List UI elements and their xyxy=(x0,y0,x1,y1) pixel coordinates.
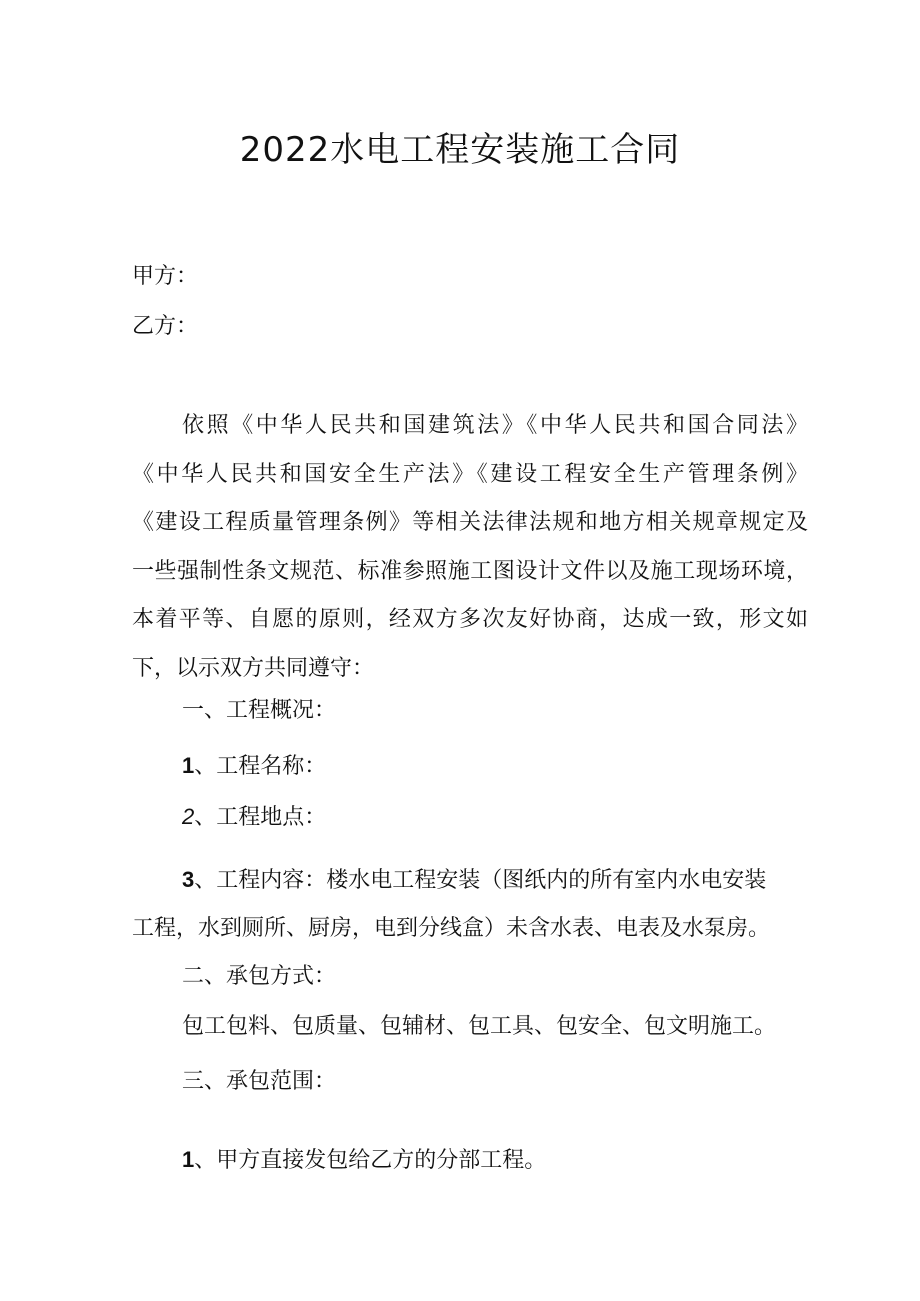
item-text: 、工程内容：楼水电工程安装（图纸内的所有室内水电安装 xyxy=(194,868,767,893)
item-text: 、工程名称： xyxy=(194,754,327,779)
section-3-heading: 三、承包范围： xyxy=(182,1069,337,1094)
section-2-heading: 二、承包方式： xyxy=(182,964,337,989)
party-a-label: 甲方： xyxy=(132,264,199,289)
preamble-line: 《中华人民共和国安全生产法》《建设工程安全生产管理条例》 xyxy=(132,461,808,487)
section-2-text: 包工包料、包质量、包辅材、包工具、包安全、包文明施工。 xyxy=(182,1014,777,1039)
item-text: 、工程地点： xyxy=(194,805,327,830)
document-title: 2022水电工程安装施工合同 xyxy=(239,130,681,170)
item-2-project-location xyxy=(182,802,326,833)
item-3-project-content xyxy=(182,865,766,896)
preamble-line: 下，以示双方共同遵守： xyxy=(132,655,375,681)
section-1-heading: 一、工程概况： xyxy=(182,698,337,723)
item-number: 1 xyxy=(182,753,195,778)
preamble-line: 依照《中华人民共和国建筑法》《中华人民共和国合同法》 xyxy=(182,413,808,438)
preamble-paragraph xyxy=(132,402,808,694)
party-b-label: 乙方： xyxy=(132,314,199,339)
preamble-line: 本着平等、自愿的原则，经双方多次友好协商，达成一致，形文如 xyxy=(132,607,808,633)
item-number: 3 xyxy=(182,867,195,892)
item-1-project-name xyxy=(182,751,326,782)
item-text: 、甲方直接发包给乙方的分部工程。 xyxy=(194,1148,547,1173)
item-number: 1 xyxy=(182,1147,195,1172)
item-number: 2 xyxy=(182,804,195,829)
item-3-continuation: 工程，水到厕所、厨房，电到分线盒）未含水表、电表及水泵房。 xyxy=(132,916,771,941)
preamble-line: 一些强制性条文规范、标准参照施工图设计文件以及施工现场环境， xyxy=(132,558,808,584)
preamble-line: 《建设工程质量管理条例》等相关法律法规和地方相关规章规定及 xyxy=(132,510,808,536)
section-3-item-1 xyxy=(182,1145,546,1176)
